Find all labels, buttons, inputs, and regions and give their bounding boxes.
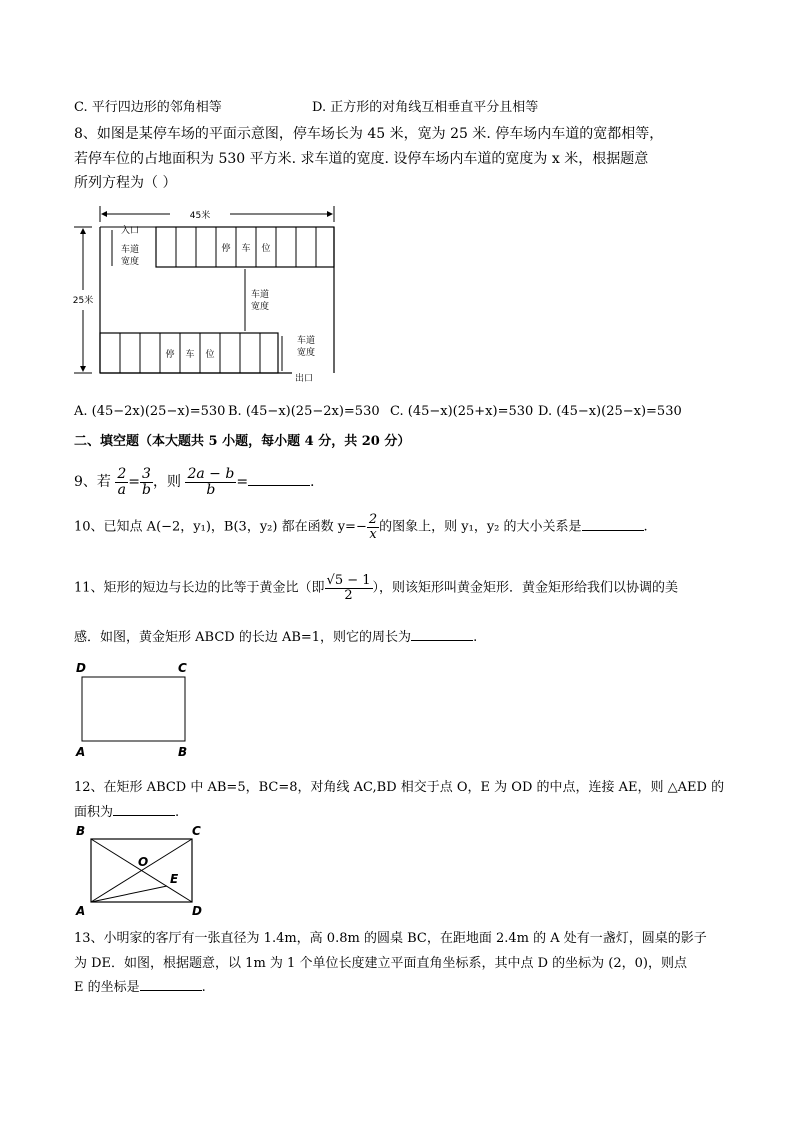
q8-stem-line3: 所列方程为（ ） [74,175,177,191]
q9-frac1-num: 2 [117,466,127,482]
q13-line2: 为 DE．如图，根据题意，以 1m 为 1 个单位长度建立平面直角坐标系，其中点 D 的坐标为 (2，0)，则点 [74,956,687,971]
lane-label-mid-1: 车道 [250,290,270,300]
q11-line1 [74,574,678,602]
q9-frac3-den: b [206,481,216,498]
q11-line1-prefix: 11、矩形的短边与长边的比等于黄金比（即 [74,580,325,596]
q12-line1: 12、在矩形 ABCD 中 AB=5，BC=8，对角线 AC,BD 相交于点 O，E 为 OD 的中点，连接 AE，则 △AED 的 [74,780,725,795]
q10-suffix: 的图象上，则 y₁，y₂ 的大小关系是 [379,519,582,535]
bottom-row-char-1: 停 [165,350,175,360]
q8-option-a: A. (45−2x)(25−x)=530 [74,404,226,419]
q12-line2 [74,801,179,820]
bottom-row-char-3: 位 [205,350,215,360]
golden-rectangle-figure [72,656,202,762]
lane-label-left-1: 车道 [120,245,140,255]
q9-frac3-num: 2a − b [187,466,235,482]
top-row-char-2: 车 [241,244,251,254]
golden-label-d: D [76,661,86,675]
q9-frac2-num: 3 [140,467,153,483]
q9-prefix: 9、若 [74,474,111,491]
label-c: C [192,824,201,838]
q13-end: . [201,980,206,995]
top-row-char-1: 停 [221,244,231,254]
lane-label-right-2: 宽度 [296,348,316,358]
bottom-row-char-2: 车 [185,350,195,360]
lane-label-mid-2: 宽度 [250,302,270,312]
q8-stem-line1: 8、如图是某停车场的平面示意图，停车场长为 45 米，宽为 25 米. 停车场内车道的宽都相等， [74,126,664,142]
q8-stem-line2: 若停车位的占地面积为 530 平方米. 求车道的宽度. 设停车场内车道的宽度为 x 米，根据题意 [74,151,649,167]
exit-label: 出口 [294,374,314,384]
q11-line2 [74,626,477,645]
lane-label-left-2: 宽度 [120,257,140,267]
parking-lot-figure [70,200,360,385]
q12-answer-blank[interactable] [113,801,175,816]
golden-label-a: A [76,745,86,759]
length-label: 45米 [189,211,211,221]
label-d: D [192,904,202,918]
q10 [74,513,648,541]
q8-option-c: C. (45−x)(25+x)=530 [390,404,534,419]
q11-line2-text: 感．如图，黄金矩形 ABCD 的长边 AB=1，则它的周长为 [74,630,412,645]
q10-frac-num: 2 [368,512,378,527]
q8-option-b: B. (45−x)(25−2x)=530 [228,404,380,419]
rectangle-abcd-figure [72,823,212,919]
top-row-char-3: 位 [261,244,271,254]
q12-end: . [175,805,180,820]
q9-equals: = [128,474,141,491]
q10-frac-den: x [369,526,377,542]
q11-line1-suffix: ），则该矩形叫黄金矩形．黄金矩形给我们以协调的美 [372,580,679,596]
golden-ratio-den: 2 [344,587,353,603]
q13-line3 [74,976,206,995]
q13-answer-blank[interactable] [140,976,202,991]
q9-suffix: = [236,474,249,491]
q9-frac2-den: b [142,481,151,498]
q8-option-d: D. (45−x)(25−x)=530 [538,404,682,419]
width-label: 25米 [72,296,94,306]
label-e: E [170,872,179,886]
q11-end: . [473,630,478,645]
q9-frac1-den: a [117,481,127,498]
golden-label-b: B [178,745,188,759]
q10-end: . [643,519,648,535]
q13-line1: 13、小明家的客厅有一张直径为 1.4m，高 0.8m 的圆桌 BC，在距地面 2.4m 的 A 处有一盏灯，圆桌的影子 [74,931,707,946]
q10-prefix: 10、已知点 A(−2，y₁)，B(3，y₂) 都在函数 y=− [74,519,367,535]
q9-mid: ，则 [153,474,181,491]
q9-end: . [310,474,315,491]
section-title: 二、填空题（本大题共 5 小题，每小题 4 分，共 20 分） [74,434,411,449]
q12-line2-text: 面积为 [74,805,114,820]
golden-ratio-num: √5 − 1 [326,573,371,588]
label-b: B [76,824,86,838]
q13-line3-text: E 的坐标是 [74,980,140,995]
label-o: O [138,855,149,869]
q10-answer-blank[interactable] [582,516,644,531]
q9-answer-blank[interactable] [248,471,310,486]
q7-option-d: D. 正方形的对角线互相垂直平分且相等 [312,100,539,115]
q7-option-c: C. 平行四边形的邻角相等 [74,100,222,115]
entrance-label: 入口 [120,226,140,236]
lane-label-right-1: 车道 [296,336,316,346]
golden-label-c: C [178,661,187,675]
label-a: A [76,904,86,918]
q11-answer-blank[interactable] [411,626,473,641]
q9 [74,467,315,497]
